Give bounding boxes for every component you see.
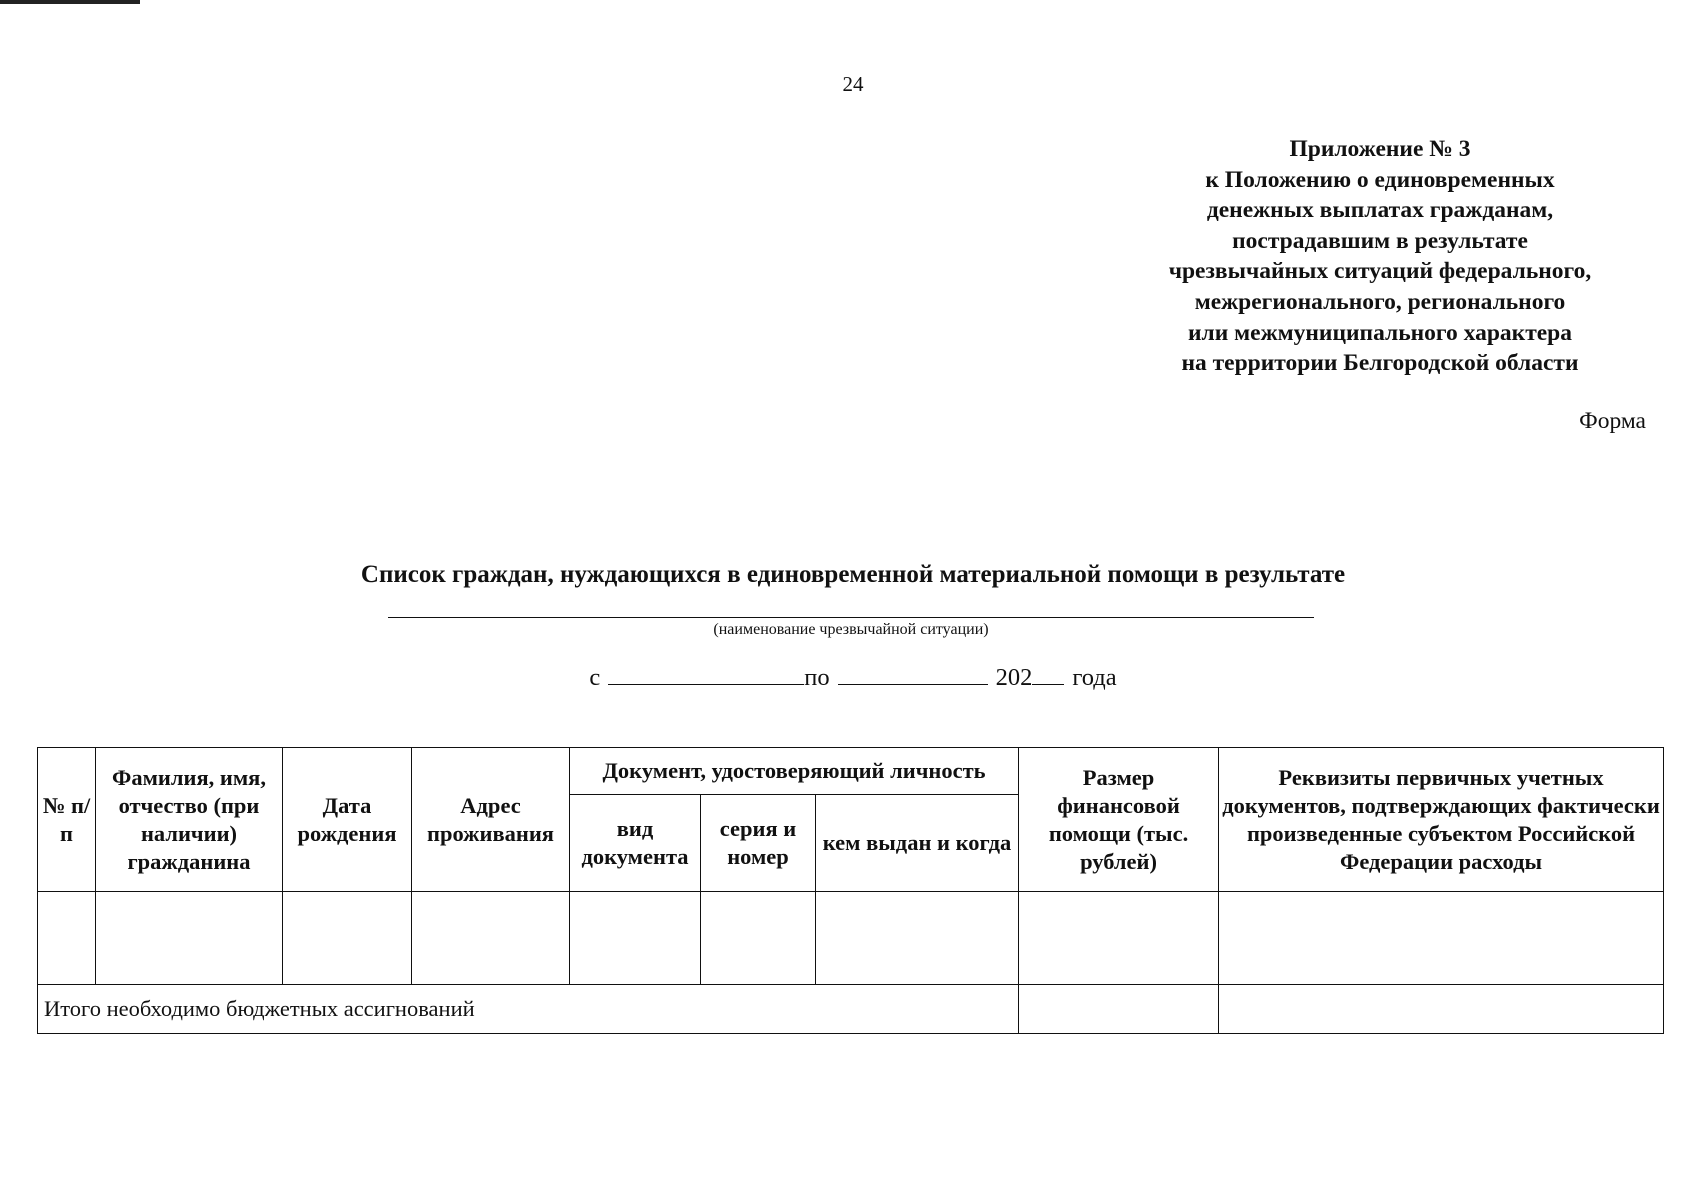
appendix-line: Приложение № 3 xyxy=(1289,136,1471,162)
header-birth-date: Дата рождения xyxy=(283,748,412,892)
scan-corner-mark xyxy=(0,0,140,4)
cell-number[interactable] xyxy=(38,892,96,985)
citizens-table xyxy=(37,747,1664,1034)
appendix-heading xyxy=(1110,134,1650,379)
cell-aid-amount[interactable] xyxy=(1019,892,1219,985)
cell-document-series[interactable] xyxy=(701,892,816,985)
total-aid-amount[interactable] xyxy=(1019,985,1219,1034)
cell-document-type[interactable] xyxy=(570,892,701,985)
appendix-line: чрезвычайных ситуаций федерального, xyxy=(1168,258,1592,285)
total-label: Итого необходимо бюджетных ассигнований xyxy=(38,985,1019,1034)
document-title: Список граждан, нуждающихся в единовременной материальной помощи в результате xyxy=(360,561,1346,588)
appendix-line: пострадавшим в результате xyxy=(1232,227,1528,254)
form-label: Форма xyxy=(1579,408,1646,434)
header-requisites: Реквизиты первичных учетных документов, подтверждающих фактически произведенные субъектом Российской Федерации расходы xyxy=(1219,748,1664,892)
header-number: № п/п xyxy=(38,748,96,892)
period-year-prefix: 202 xyxy=(995,664,1033,691)
period-line xyxy=(0,663,1706,692)
period-year-suffix: года xyxy=(1072,664,1117,691)
emergency-name-blank[interactable] xyxy=(388,617,1314,618)
page-number: 24 xyxy=(842,72,864,96)
header-full-name: Фамилия, имя, отчество (при наличии) гражданина xyxy=(96,748,283,892)
appendix-line: денежных выплатах гражданам, xyxy=(1206,197,1554,224)
period-from-blank[interactable] xyxy=(608,663,804,685)
cell-birth-date[interactable] xyxy=(283,892,412,985)
appendix-line: на территории Белгородской области xyxy=(1181,350,1579,377)
cell-address[interactable] xyxy=(412,892,570,985)
period-to-blank[interactable] xyxy=(838,663,988,685)
period-from-label: с xyxy=(589,664,601,691)
cell-requisites[interactable] xyxy=(1219,892,1664,985)
cell-full-name[interactable] xyxy=(96,892,283,985)
table-row xyxy=(38,892,1664,985)
appendix-line: к Положению о единовременных xyxy=(1205,166,1555,193)
period-year-blank[interactable] xyxy=(1032,663,1064,685)
header-aid-amount: Размер финансовой помощи (тыс. рублей) xyxy=(1019,748,1219,892)
period-to-label: по xyxy=(804,664,830,691)
header-document-type: вид документа xyxy=(570,795,701,892)
cell-document-issued[interactable] xyxy=(816,892,1019,985)
total-requisites[interactable] xyxy=(1219,985,1664,1034)
header-document-issued: кем выдан и когда xyxy=(816,795,1019,892)
appendix-line: межрегионального, регионального xyxy=(1194,288,1566,315)
appendix-line: или межмуниципального характера xyxy=(1188,319,1572,346)
header-document-series: серия и номер xyxy=(701,795,816,892)
header-identity-document: Документ, удостоверяющий личность xyxy=(570,748,1019,795)
emergency-name-caption: (наименование чрезвычайной ситуации) xyxy=(713,621,989,638)
total-row xyxy=(38,985,1664,1034)
header-address: Адрес проживания xyxy=(412,748,570,892)
